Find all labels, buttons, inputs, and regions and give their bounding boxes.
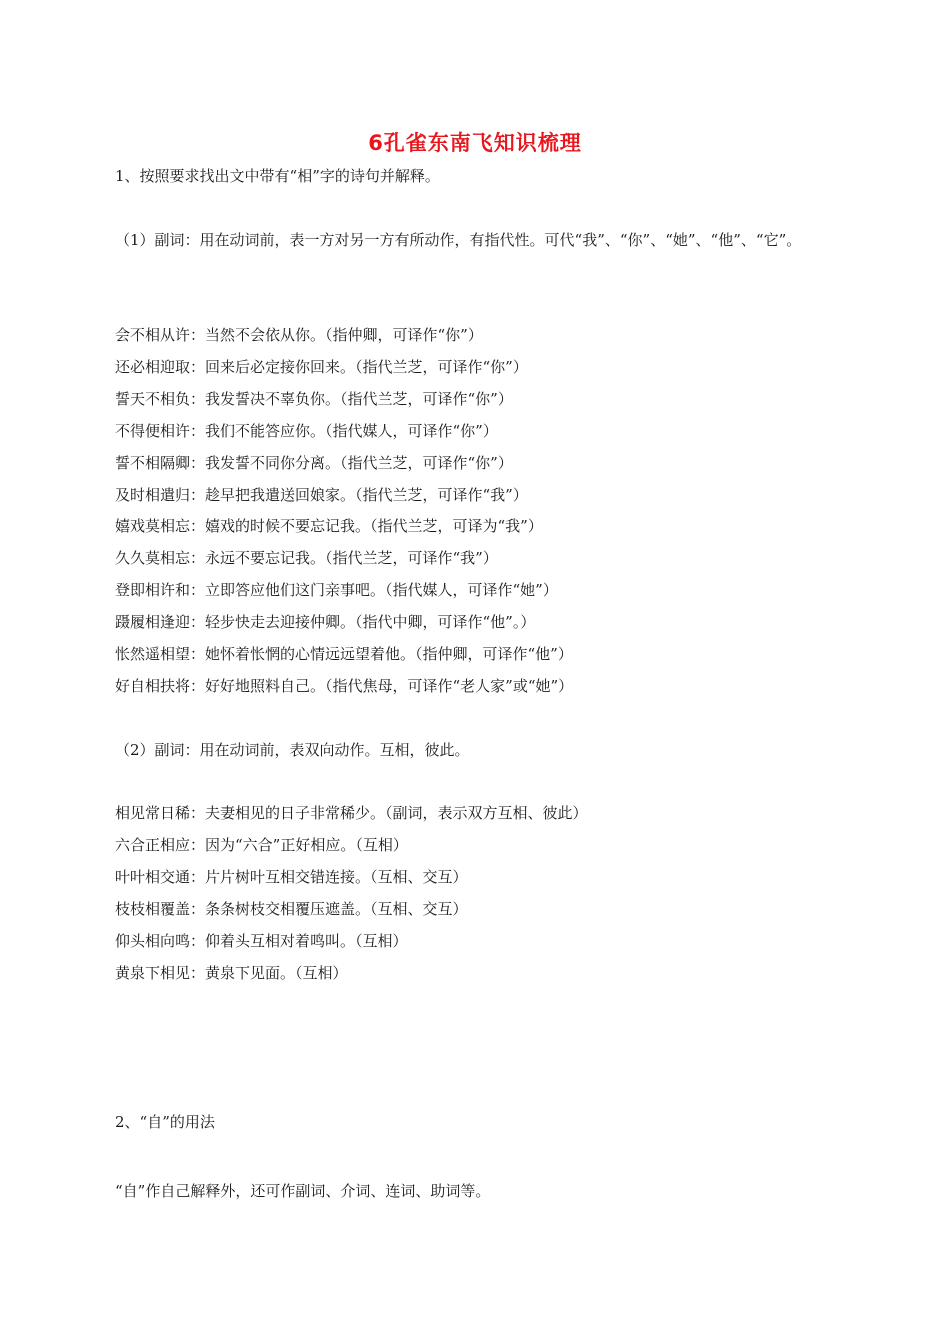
list-item: 黄泉下相见：黄泉下见面。（互相） [115,964,348,982]
list-item: 誓不相隔卿：我发誓不同你分离。（指代兰芝，可译作“你”） [115,454,513,472]
q1-heading: 1、按照要求找出文中带有“相”字的诗句并解释。 [115,167,440,185]
list-item: 好自相扶将：好好地照料自己。（指代焦母，可译作“老人家”或“她”） [115,677,574,695]
list-item: 叶叶相交通：片片树叶互相交错连接。（互相、交互） [115,868,468,886]
list-item: 怅然遥相望：她怀着怅惘的心情远远望着他。（指仲卿，可译作“他”） [115,645,573,663]
list-item: 登即相许和：立即答应他们这门亲事吧。（指代媒人，可译作“她”） [115,581,558,599]
list-item: 嬉戏莫相忘：嬉戏的时候不要忘记我。（指代兰芝，可译为“我”） [115,517,543,535]
q1-sub2-explanation: （2）副词：用在动词前，表双向动作。互相，彼此。 [115,741,470,759]
list-item: 相见常日稀：夫妻相见的日子非常稀少。（副词，表示双方互相、彼此） [115,804,588,822]
q2-heading: 2、“自”的用法 [115,1113,215,1131]
q1-sub1-explanation: （1）副词：用在动词前，表一方对另一方有所动作，有指代性。可代“我”、“你”、“她”、“他”、“它”。 [115,231,802,249]
list-item: 不得便相许：我们不能答应你。（指代媒人，可译作“你”） [115,422,498,440]
list-item: 还必相迎取：回来后必定接你回来。（指代兰芝，可译作“你”） [115,358,528,376]
list-item: 誓天不相负：我发誓决不辜负你。（指代兰芝，可译作“你”） [115,390,513,408]
list-item: 及时相遣归：趁早把我遣送回娘家。（指代兰芝，可译作“我”） [115,486,528,504]
list-item: 蹑履相逢迎：轻步快走去迎接仲卿。（指代中卿，可译作“他”。） [115,613,536,631]
q2-text: “自”作自己解释外，还可作副词、介词、连词、助词等。 [115,1182,491,1200]
list-item: 久久莫相忘：永远不要忘记我。（指代兰芝，可译作“我”） [115,549,498,567]
page-title: 6孔雀东南飞知识梳理 [368,131,582,155]
list-item: 枝枝相覆盖：条条树枝交相覆压遮盖。（互相、交互） [115,900,468,918]
list-item: 会不相从许：当然不会依从你。（指仲卿，可译作“你”） [115,326,483,344]
list-item: 六合正相应：因为“六合”正好相应。（互相） [115,836,408,854]
list-item: 仰头相向鸣：仰着头互相对着鸣叫。（互相） [115,932,408,950]
